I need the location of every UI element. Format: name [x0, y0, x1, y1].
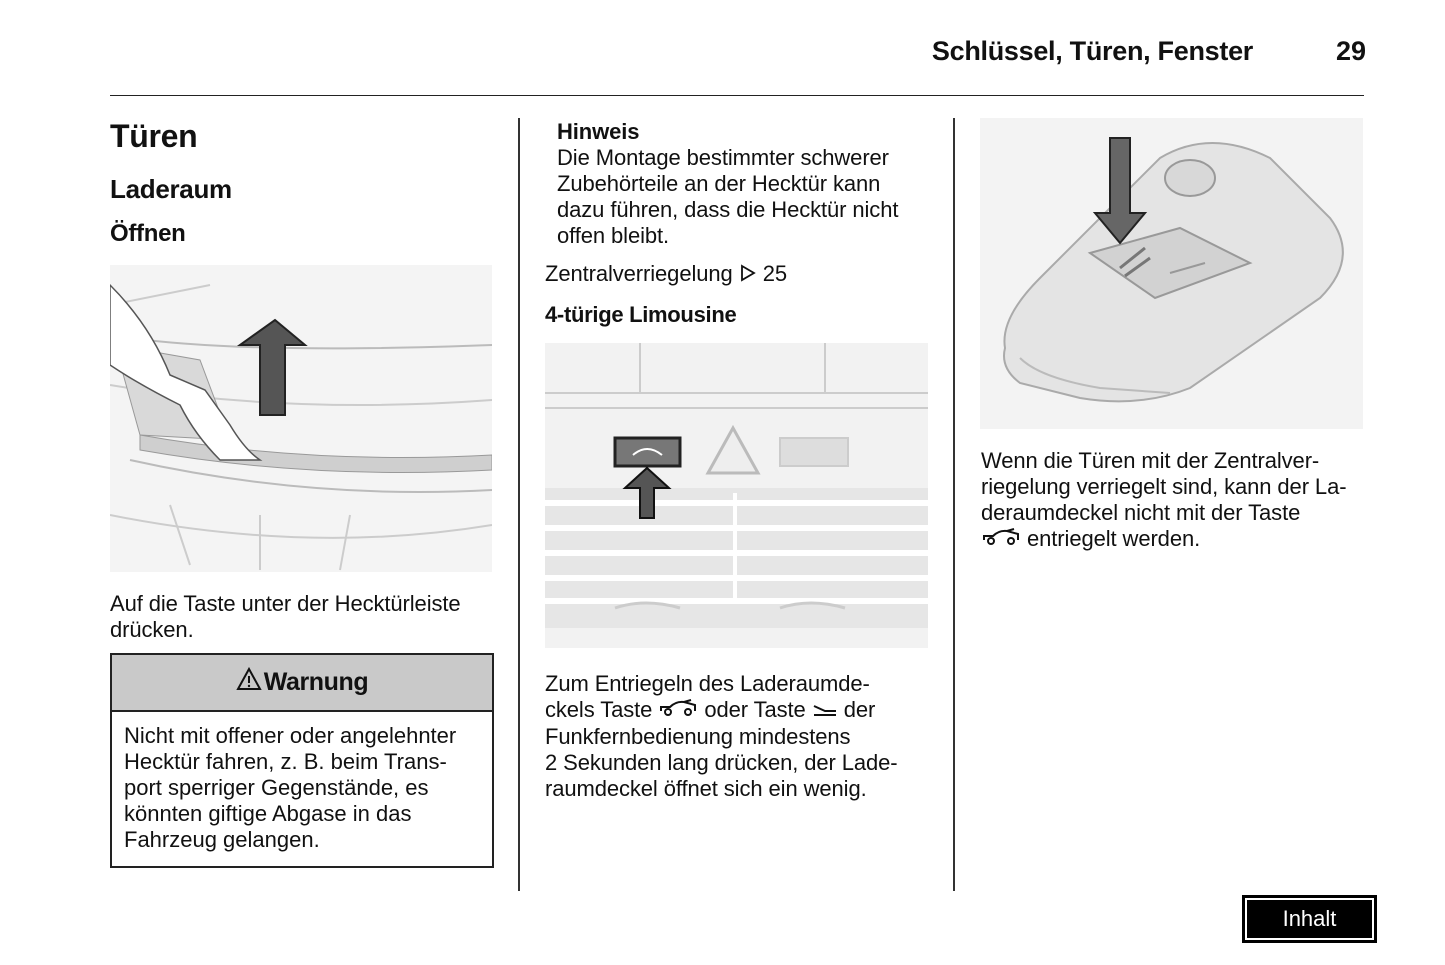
reference-page: 25: [762, 261, 787, 286]
dashboard-switch-illustration: [545, 343, 928, 648]
warning-line: könnten giftige Abgase in das: [124, 801, 412, 826]
car-trunk-icon: [981, 527, 1021, 553]
warning-line: port sperriger Gegenstände, es: [124, 775, 429, 800]
section-heading: Türen: [110, 118, 198, 154]
instruction-line: Funkfernbedienung mindestens: [545, 724, 851, 750]
remote-key-illustration: [980, 118, 1363, 429]
instruction-line: [545, 697, 940, 724]
note-line: Die Montage bestimmter schwerer: [557, 145, 889, 170]
caption-paragraph: [110, 591, 500, 643]
instruction-text: oder Taste: [704, 697, 806, 722]
contents-button[interactable]: Inhalt: [1242, 895, 1377, 943]
warning-text: [112, 712, 492, 853]
instruction-text: der: [843, 697, 876, 722]
caption-line: drücken.: [110, 617, 194, 642]
car-trunk-icon: [658, 698, 698, 724]
warning-line: Nicht mit offener oder angelehnter: [124, 723, 457, 748]
reference-text: Zentralverriegelung: [545, 261, 733, 286]
cross-reference[interactable]: [545, 261, 935, 288]
warning-title: Warnung: [263, 668, 369, 696]
note-title: Hinweis: [557, 119, 640, 144]
remote-note-line: Wenn die Türen mit der Zentralver-: [981, 448, 1320, 473]
remote-note-line: [981, 526, 1381, 553]
warning-box: [110, 653, 494, 868]
section-subheading: 4-türige Limousine: [545, 302, 737, 327]
tailgate-handle-illustration: [110, 265, 492, 572]
instruction-paragraph: [545, 671, 940, 802]
header-rule: [110, 95, 1364, 96]
instruction-text: ckels Taste: [545, 697, 653, 722]
column-divider-1: [518, 118, 520, 891]
remote-note-paragraph: [981, 448, 1381, 553]
instruction-line: 2 Sekunden lang drücken, der Lade-: [545, 750, 898, 776]
running-header-title: Schlüssel, Türen, Fenster: [931, 36, 1253, 66]
warning-header: [112, 655, 492, 712]
remote-note-text: entriegelt werden.: [1027, 526, 1201, 551]
instruction-line: raumdeckel öffnet sich ein wenig.: [545, 776, 867, 802]
warning-line: Hecktür fahren, z. B. beim Trans-: [124, 749, 447, 774]
note-line: offen bleibt.: [557, 223, 670, 248]
page-number: 29: [1335, 36, 1366, 66]
note-block: [557, 119, 937, 249]
reference-arrow-icon: [739, 262, 757, 288]
key-trunk-icon: [812, 698, 838, 724]
caption-line: Auf die Taste unter der Hecktürleiste: [110, 591, 461, 616]
note-line: Zubehörteile an der Hecktür kann: [557, 171, 881, 196]
subsubsection-heading: Öffnen: [110, 220, 186, 247]
remote-note-line: deraumdeckel nicht mit der Taste: [981, 500, 1301, 525]
instruction-line: Zum Entriegeln des Laderaumde-: [545, 671, 870, 696]
warning-line: Fahrzeug gelangen.: [124, 827, 320, 852]
subsection-heading: Laderaum: [110, 174, 232, 204]
warning-triangle-icon: [236, 667, 262, 698]
note-line: dazu führen, dass die Hecktür nicht: [557, 197, 899, 222]
column-divider-2: [953, 118, 955, 891]
remote-note-line: riegelung verriegelt sind, kann der La-: [981, 474, 1347, 499]
